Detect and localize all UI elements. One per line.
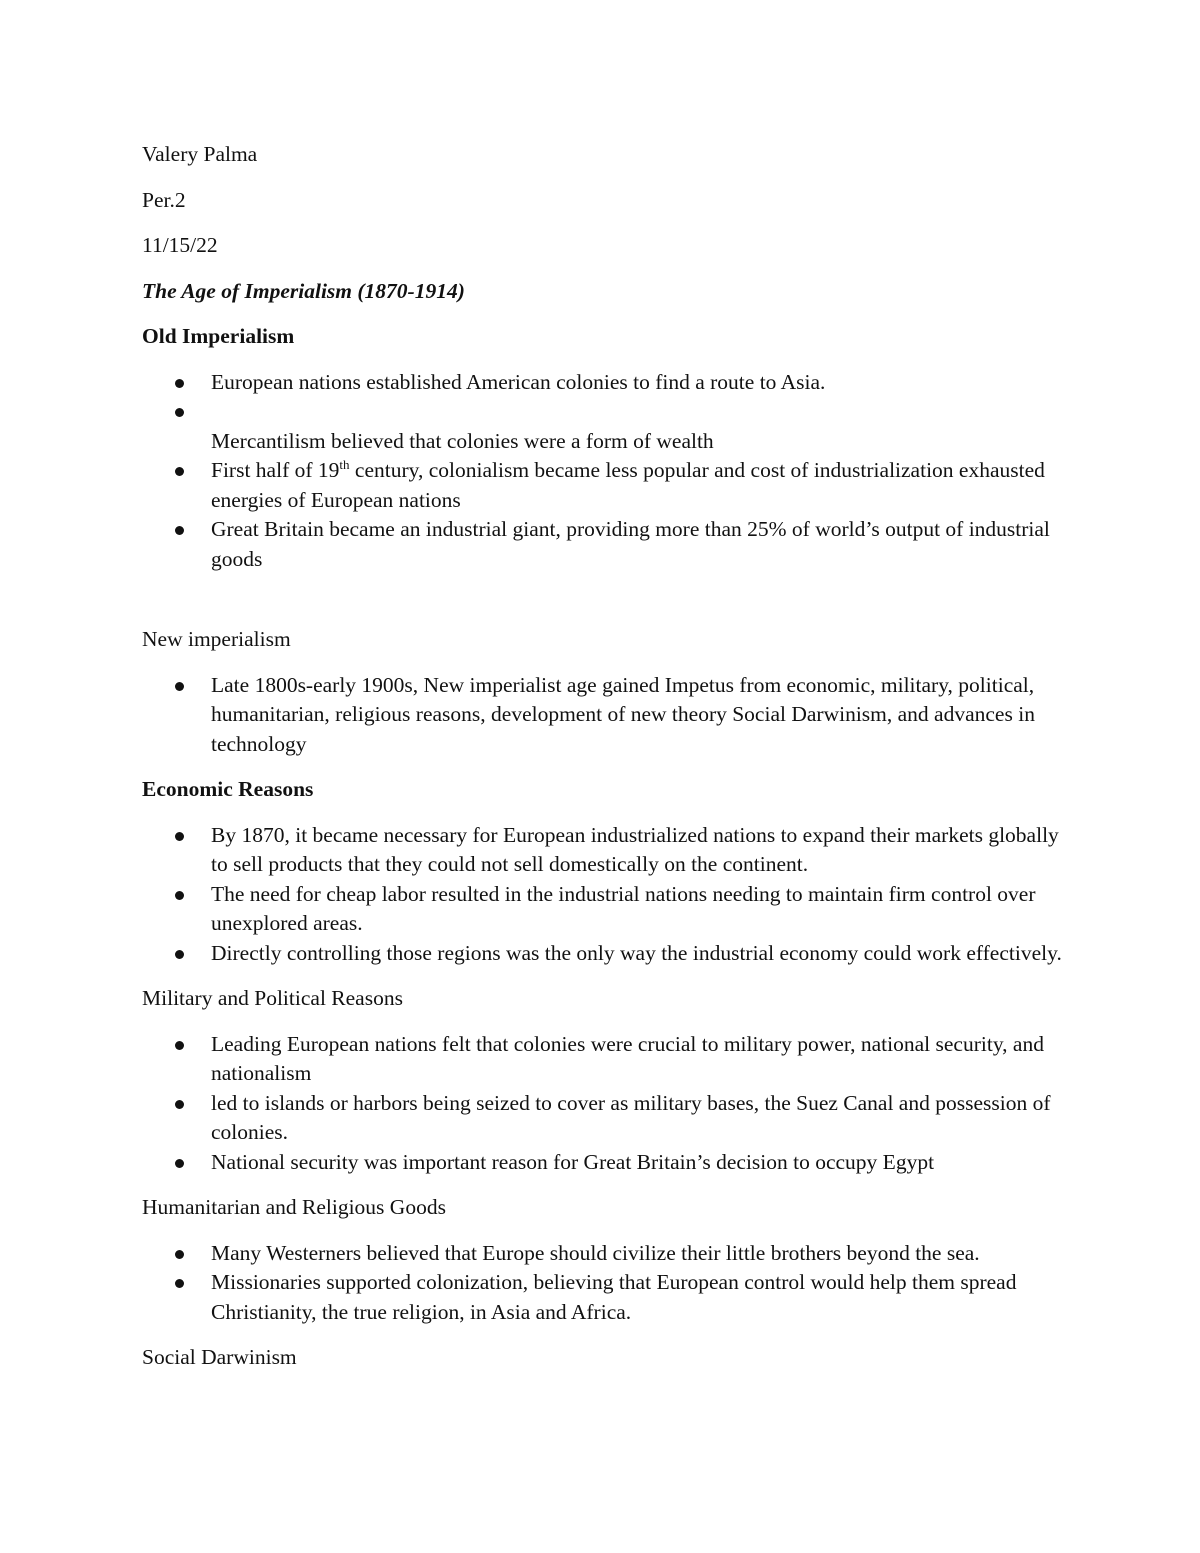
bullet-icon <box>175 950 184 959</box>
list-item-text: Leading European nations felt that colonies were crucial to military power, national security, and nationalism <box>211 1031 1044 1085</box>
list-item <box>142 939 1072 969</box>
list-item <box>142 456 1072 515</box>
list-item <box>142 397 1072 456</box>
document-date: 11/15/22 <box>142 233 218 257</box>
list-item-text: European nations established American colonies to find a route to Asia. <box>211 369 826 394</box>
bullet-icon <box>175 891 184 900</box>
heading-old-imperialism: Old Imperialism <box>142 324 295 348</box>
list-item <box>142 1239 1072 1269</box>
list-item-text: First half of 19th century, colonialism became less popular and cost of industrialization exhausted energies of European nations <box>211 457 1045 512</box>
bullet-icon <box>175 526 184 535</box>
list-item-text: Mercantilism believed that colonies were a form of wealth <box>211 428 714 453</box>
heading-new-imperialism: New imperialism <box>142 627 291 651</box>
list-item-text: National security was important reason for Great Britain’s decision to occupy Egypt <box>211 1149 935 1174</box>
list-item-text: led to islands or harbors being seized to cover as military bases, the Suez Canal and possession of colonies. <box>211 1090 1051 1144</box>
bullet-icon <box>175 379 184 388</box>
bullet-icon <box>175 408 184 417</box>
heading-economic-reasons: Economic Reasons <box>142 777 314 801</box>
heading-humanitarian-religious: Humanitarian and Religious Goods <box>142 1195 446 1219</box>
bullet-icon <box>175 682 184 691</box>
bullet-icon <box>175 1041 184 1050</box>
list-item-text: Great Britain became an industrial giant, providing more than 25% of world’s output of industrial goods <box>211 517 1050 571</box>
list-item <box>142 1268 1072 1327</box>
list-item <box>142 1148 1072 1178</box>
list-item-text: By 1870, it became necessary for European industrialized nations to expand their markets globally to sell products that they could not sell domestically on the continent. <box>211 822 1059 876</box>
humanitarian-religious-list <box>142 1239 1072 1328</box>
bullet-icon <box>175 1100 184 1109</box>
superscript: th <box>339 457 350 472</box>
list-item-text: Late 1800s-early 1900s, New imperialist age gained Impetus from economic, military, political, humanitarian, religious reasons, development of new theory Social Darwinism, and advances in technology <box>211 672 1035 756</box>
document-title: The Age of Imperialism (1870-1914) <box>142 278 465 303</box>
list-item <box>142 515 1072 574</box>
list-item <box>142 368 1072 398</box>
bullet-icon <box>175 467 184 476</box>
list-item <box>142 821 1072 880</box>
list-item <box>142 1089 1072 1148</box>
bullet-icon <box>175 832 184 841</box>
list-item <box>142 1030 1072 1089</box>
document-page <box>142 140 1072 1389</box>
old-imperialism-list <box>142 368 1072 575</box>
list-item-text: Many Westerners believed that Europe should civilize their little brothers beyond the sea. <box>211 1240 980 1265</box>
bullet-icon <box>175 1159 184 1168</box>
list-item-text: Missionaries supported colonization, believing that European control would help them spread Christianity, the true religion, in Asia and Africa. <box>211 1270 1017 1324</box>
list-item-text: The need for cheap labor resulted in the industrial nations needing to maintain firm control over unexplored areas. <box>211 881 1036 935</box>
new-imperialism-list <box>142 671 1072 760</box>
class-period: Per.2 <box>142 187 186 212</box>
student-name: Valery Palma <box>142 142 258 166</box>
economic-reasons-list <box>142 821 1072 969</box>
list-item <box>142 880 1072 939</box>
bullet-icon <box>175 1279 184 1288</box>
heading-military-political: Military and Political Reasons <box>142 986 403 1010</box>
bullet-icon <box>175 1250 184 1259</box>
list-item <box>142 671 1072 760</box>
heading-social-darwinism: Social Darwinism <box>142 1345 297 1369</box>
list-item-text: Directly controlling those regions was the only way the industrial economy could work effectively. <box>211 940 1062 965</box>
military-political-list <box>142 1030 1072 1178</box>
